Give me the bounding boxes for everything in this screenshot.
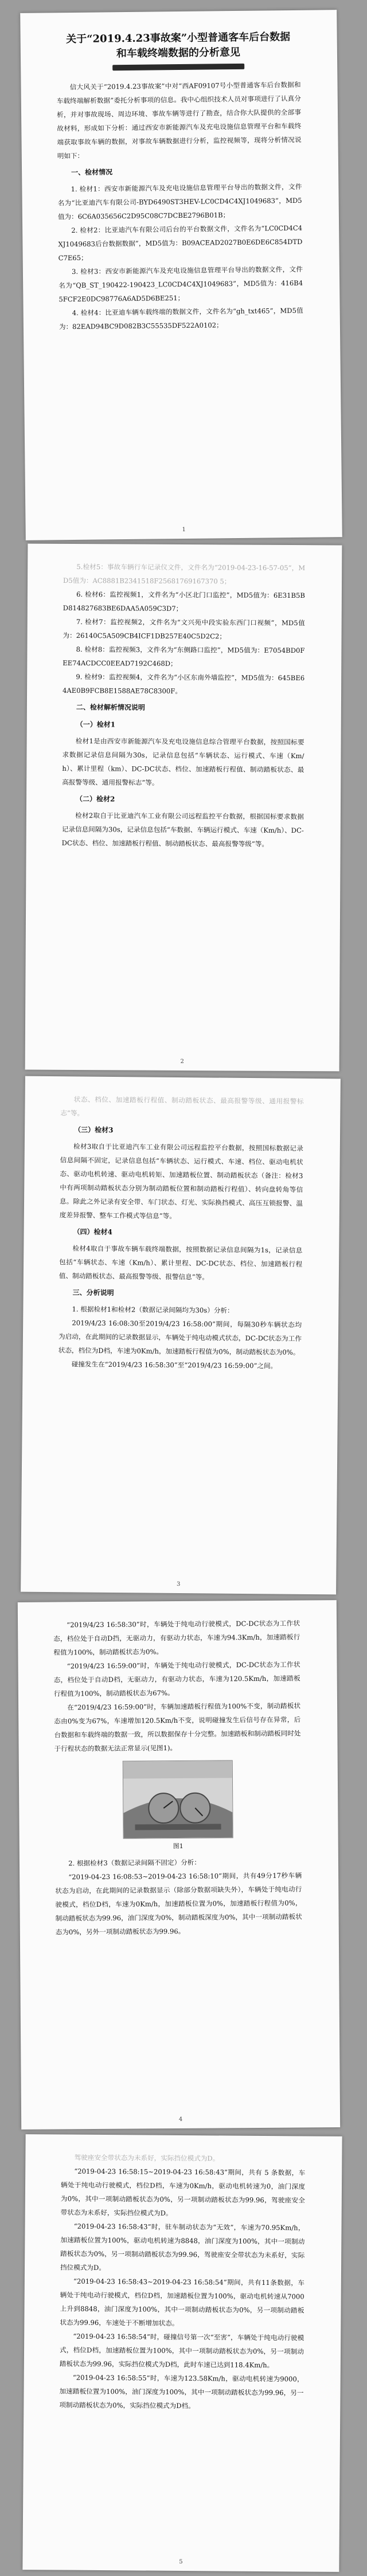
analysis-paragraph-11: “2019-04-23 16:58:55”时，车速为123.58Km/h，驱动电机转速为9000，加速踏板位置为100%，油门深度为100%，其中一项制动踏板状态为99.96，另一项制动踏板状态为0%，实际挡位模式为D档。 [59, 2373, 304, 2410]
bleed-through-text: 5.检材5：事故车辆行车记录仪文件，文件名为“2019-04-23-16-57-05”，MD5值为：AC8881B2341518F25681769167370 5； [63, 563, 306, 586]
section-heading-materials: 一、检材情况 [71, 168, 113, 177]
analysis-paragraph-4: “2019/4/23 16:59:00”时，车辆处于纯电动行驶模式，DC-DC状态为工作状态，档位处于自动D档，无驱动力，有驱动力状态，车速为120.5Km/h，加速踏板行程值为100%，制动踏板状态为67%。 [53, 1660, 300, 1698]
section-heading-parsing: 二、检材解析情况说明 [76, 703, 145, 712]
analysis-paragraph-10: “2019-04-23 16:58:54”时，碰撞信号第一次“至害”，车辆处于纯电动行驶模式，档位D档，加速踏板位置为100%，其中一项制动踏板状态为0%，另一项制动踏板状态为99.96，实际挡位模式为D档，此时车速已达到118.4Km/h。 [59, 2332, 304, 2370]
paragraph-material-4: 检材4取自于事故车辆车载终端数据，按照数据记录信息间隔为1s，记录信息包括“车辆状态、车速（Km/h）、累计里程、DC-DC状态、档位、加速踏板行程值、制动踏板状态、最高报警等级、报警信息”等。 [58, 1244, 303, 1281]
analysis-paragraph-3: “2019/4/23 16:58:30”时，车辆处于纯电动行驶模式，DC-DC状态为工作状态，档位处于自动D挡，无驱动力，有驱动力状态，车速为94.3Km/h，加速踏板行程值为100%，制动踏板状态为0%。 [53, 1619, 300, 1657]
page-number: 4 [178, 2116, 183, 2123]
title-line-2: 和车载终端数据的分析意见 [116, 46, 241, 60]
page-number: 5 [179, 2558, 183, 2566]
analysis-point-2-heading: 2. 根据检材3（数据记录间隔不固定）分析： [68, 1858, 201, 1868]
analysis-paragraph-1: 2019/4/23 16:08:30至2019/4/23 16:58:00”期间，每隔30秒车辆状态均为启动，在此期间的记录数据显示，车辆处于纯电动模式状态，DC-DC状态为工作状态，档位为D档，车速为0Km/h，加速踏板行程值为0%，制动踏板状态为0%。 [58, 1319, 302, 1356]
page-3 [21, 1076, 341, 1595]
page-2 [25, 544, 342, 1072]
bleed-through-text: 驾驶座安全带状态为未系好，实际挡位模式为D。 [74, 2153, 220, 2163]
material-item-4: 4. 检材4：比亚迪车辆车载终端的数据文件，文件名为“gh_txt465”，MD5值为：82EAD94BC9D082B3C55535DF522A0102； [58, 306, 303, 331]
page-4 [18, 1600, 340, 2130]
material-item-1: 1. 检材1：西安市新能源汽车及充电设施信息管理平台导出的数据文件，文件名为“比亚迪汽车有限公司-BYD6490ST3HEV-LC0CD4C4XJ1049683”，MD5值为：6C6A035656C2D95C08C7DCBE2796B01B； [57, 182, 302, 221]
title-line-1: 关于“2019.4.23事故案”小型普通客车后台数据 [66, 30, 291, 46]
material-item-7: 7. 检材7：监控视频2，文件名为“文兴苑中段实验东西门口视频”，MD5值为：26140C5A509CB4ICF1DB257E40C5D2C2； [63, 618, 305, 641]
page-1 [20, 10, 342, 540]
redacted-reference-bar [112, 64, 244, 70]
bleed-through-text: 状态、档位、加速踏板行程值、制动踏板状态、最高报警等级、通用报警标志”等。 [60, 1095, 304, 1118]
analysis-paragraph-7: “2019-04-23 16:58:15~2019-04-23 16:58:43”期间，共有 5 条数据，车辆处于纯电动行驶模式，档位D档，车速为0Km/h，驱动电机转速为0，油门深度为0%，其中一项制动踏板状态为0%，另一项制动踏板状态为99.96，驾驶座安全带状态为未系好，实际挡位模式为D。 [60, 2167, 306, 2217]
analysis-paragraph-8: “2019-04-23 16:58:43”时，驻车制动状态为“无效”，车速为70.95Km/h，加速踏板位置为100%，驱动电机转速为8848，油门深度为100%，其中一项制动踏板状态为0%，另一项制动踏板状态为99.96，驾驶座安全带状态为未系好，实际挡位模式为D。 [60, 2222, 305, 2272]
analysis-paragraph-9: “2019-04-23 16:58:43~2019-04-23 16:58:54”期间，共有11条数据，车辆处于纯电动行驶模式，档位D档，加速踏板位置为100%，驱动电机转速从7000上升到8848，油门深度为100%，其中一项制动踏板状态为0%，另一项制动踏板状态为99.96，车速处于不断增加状态。 [60, 2277, 304, 2327]
page-5 [22, 2134, 342, 2572]
figure-1-photo [123, 1760, 233, 1838]
paragraph-material-3: 检材3取自于比亚迪汽车工业有限公司远程监控平台数据，按照国标数据记录信息间隔不固定，记录信息包括“车辆状态、运行模式、车速、档位、驱动电机状态、驱动电机转速、驱动电机转矩、加速踏板位置、制动踏板状态（备注：检材3中有两项制动踏板状态分别为制动踏板位置和制动踏板行程值）、转向盘转角等信息。除此之外记录有安全带、车门状态、灯光、实际换挡模式、高压互锁报警、温度差异报警、整车工作模式等信息”等。 [59, 1142, 303, 1220]
analysis-point-1-heading: 1. 根据检材1和检材2（数据记录间隔均为30s）分析： [72, 1305, 234, 1315]
subheading-material-3: （三）检材3 [74, 1126, 114, 1134]
material-item-8: 8. 检材8：监控视频3，文件名为“东侧路口监控”，MD5值为：E7054BD0FEE74ACDCC0EEAD7192C468D； [63, 645, 305, 668]
material-item-9: 9. 检材9：监控视频4，文件名为“小区东南外墙监控”，MD5值为：645BE64AE0B9FCB8E1588AE78C8300F。 [63, 673, 305, 695]
paragraph-material-2: 检材2取自于比亚迪汽车工业有限公司远程监控平台数据，根据国标要求数据记录信息间隔为30s，记录信息包括“车数据、车辆运行模式、车速（Km/h）、DC-DC状态、档位、加速踏板行程值、制动踏板状态、最高报警等级”等。 [61, 811, 304, 848]
material-item-3: 3. 检材3：西安市新能源汽车及充电设施信息管理平台导出的数据文件，文件名为“QB_ST_190422-190423_LC0CD4C4XJ1049683”，MD5值为：416B45FCF2E0DC98776A6AD5D6BE251； [58, 265, 303, 304]
subheading-material-2: （二）检材2 [76, 795, 115, 803]
material-item-6: 6. 检材6：监控视频1，文件名为“小区北门口监控”，MD5值为：6E31B5BD814827683BE6DAA5A059C3D7； [63, 590, 305, 613]
figure-1-caption: 图1 [173, 1842, 184, 1850]
section-heading-analysis: 三、分析说明 [72, 1288, 114, 1297]
analysis-paragraph-6: “2019-04-23 16:08:53~2019-04-23 16:58:10”期间，共有49分17秒车辆状态为启动，在此期间的记录数据显示（除部分数据项缺失外），车辆处于纯电动行驶模式，档位D档，车速为0Km/h，加速踏板位置为0%，加速踏板行程值为0%，制动踏板状态为99.96，油门深度为0%，制动踏板深度为0%，其中一项制动踏板状态为0%，另外一项制动踏板状态为99.96。 [55, 1871, 302, 1936]
subheading-material-1: （一）检材1 [76, 720, 116, 729]
analysis-paragraph-5: 在“2019/4/23 16:59:00”时，车辆加速踏板行程值为100%不变，制动踏板状态由0%变为67%，车速增加120.5Km/h不变，说明碰撞发生后信号存在异常，后台数据和车载终端的数据一致，所以数据保存十分完整。加速踏板和制动踏板同时处于行程状态的数据无法正常显示(见图1)。 [54, 1701, 301, 1753]
document-title [56, 30, 301, 62]
intro-paragraph: 信大风关于“2019.4.23事故案”中对“西AF09107号小型普通客车后台数据和车载终端解析数据”委托分析事项的信息。我中心组织技术人员对事项进行了认真分析，并对事故现场、周边环境、事故车辆等进行了勘查，结合你大队提供的全部事故材料，形成如下分析：通过西安市新能源汽车及充电设施信息管理平台和车载终端获取事故车辆的数据，对事故车辆数据进行分析，监控视频等，现将分析情况说明如下： [56, 80, 302, 160]
material-item-2: 2. 检材2：比亚迪汽车有限公司后台的平台数据文件，文件名为“LC0CD4C4XJ1049683后台数据数据”，MD5值为：B09ACEAD2027B0E6DE6C854DTDC7E65； [58, 224, 303, 262]
dashboard-photo-icon [123, 1761, 233, 1838]
subheading-material-4: （四）检材4 [73, 1228, 112, 1236]
page-number: 3 [176, 1581, 181, 1588]
page-number: 1 [182, 526, 186, 534]
page-number: 2 [180, 1058, 184, 1065]
analysis-paragraph-2: 碰撞发生在“2019/4/23 16:58:30”至“2019/4/23 16:59:00”之间。 [71, 1360, 278, 1370]
paragraph-material-1: 检材1是由西安市新能源汽车及充电设施信息综合管理平台数据，按照国标要求数据记录信息间隔为30s，记录信息包括“车辆状态、运行模式、车速（Km/h）、累计里程（km）、DC-DC状态、档位、加速踏板行程值、制动踏板状态、最高报警等级、通用报警标志”等。 [62, 737, 304, 787]
